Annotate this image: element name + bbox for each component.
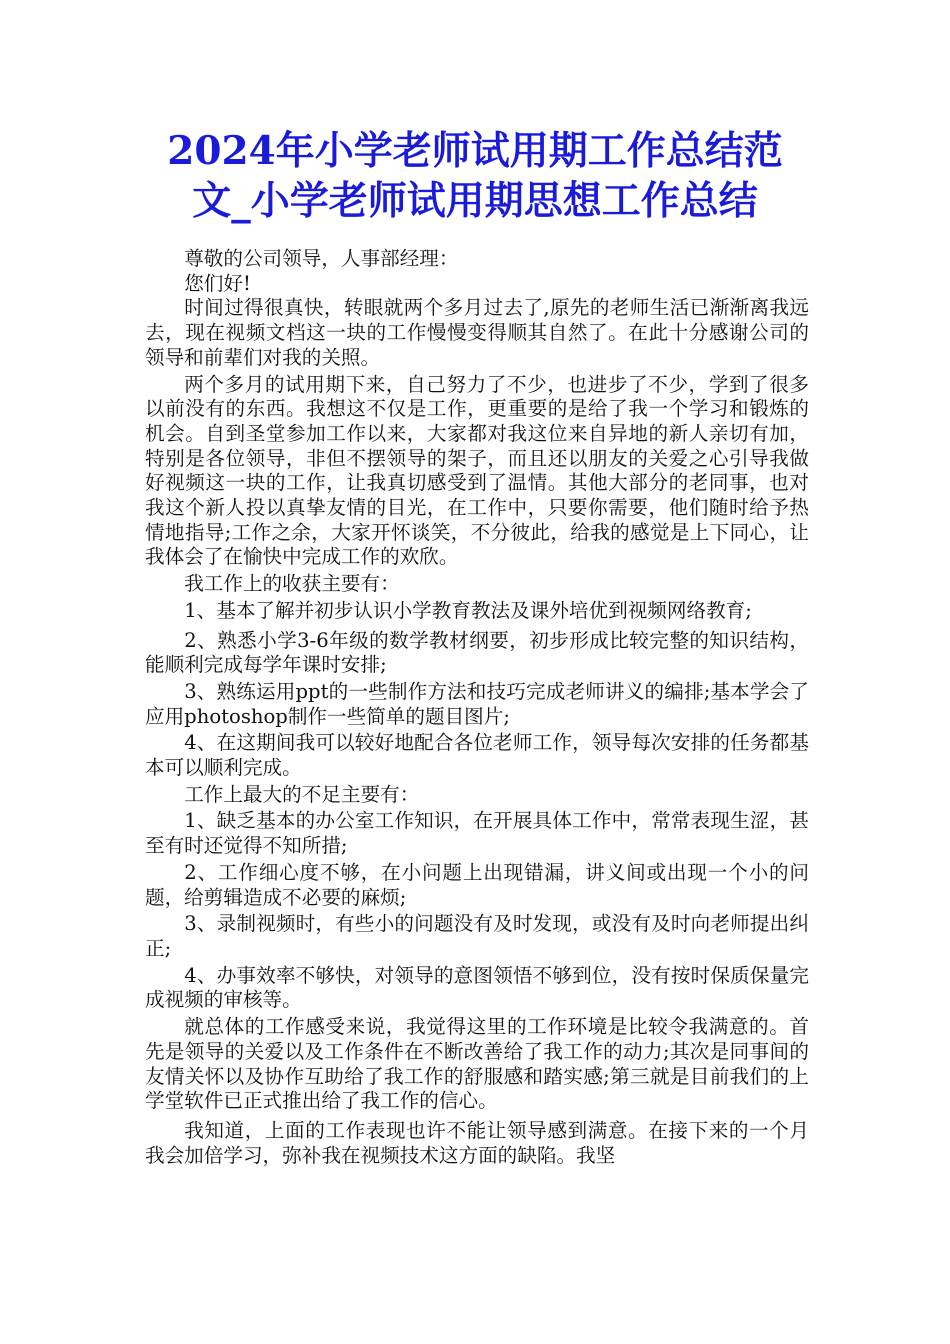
- list-item: 4、办事效率不够快，对领导的意图领悟不够到位，没有按时保质保量完成视频的审核等。: [145, 963, 809, 1012]
- paragraph: 时间过得很真快，转眼就两个多月过去了,原先的老师生活已渐渐离我远去，现在视频文档这一块的工作慢慢变得顺其自然了。在此十分感谢公司的领导和前辈们对我的关照。: [145, 296, 809, 369]
- paragraph-salutation: 尊敬的公司领导，人事部经理：: [184, 247, 459, 270]
- paragraph-heading: 工作上最大的不足主要有：: [184, 782, 420, 806]
- list-item: 3、熟练运用ppt的一些制作方法和技巧完成老师讲义的编排;基本学会了应用photoshop制作一些简单的题目图片;: [145, 679, 809, 728]
- paragraph-heading: 我工作上的收获主要有：: [184, 572, 400, 596]
- list-item: 2、工作细心度不够，在小问题上出现错漏，讲义间或出现一个小的问题，给剪辑造成不必要的麻烦;: [145, 860, 809, 909]
- paragraph: 我知道，上面的工作表现也许不能让领导感到满意。在接下来的一个月我会加倍学习，弥补我在视频技术这方面的缺陷。我坚: [145, 1118, 809, 1167]
- list-item: 4、在这期间我可以较好地配合各位老师工作，领导每次安排的任务都基本可以顺利完成。: [145, 731, 809, 780]
- list-item: 1、缺乏基本的办公室工作知识，在开展具体工作中，常常表现生涩，甚至有时还觉得不知所措;: [145, 809, 809, 858]
- title-line-2: 文_小学老师试用期思想工作总结: [192, 178, 758, 224]
- document-body: [145, 247, 809, 1168]
- title-line-1: 2024年小学老师试用期工作总结范: [167, 128, 783, 174]
- paragraph: 两个多月的试用期下来，自己努力了不少，也进步了不少，学到了很多以前没有的东西。我想这不仅是工作，更重要的是给了我一个学习和锻炼的机会。自到圣堂参加工作以来，大家都对我这位来自异地的新人亲切有加，特别是各位领导，非但不摆领导的架子，而且还以朋友的关爱之心引导我做好视频这一块的工作，让我真切感受到了温情。其他大部分的老同事，也对我这个新人投以真挚友情的目光，在工作中，只要你需要，他们随时给予热情地指导;工作之余，大家开怀谈笑，不分彼此，给我的感觉是上下同心，让我体会了在愉快中完成工作的欢欣。: [145, 372, 809, 569]
- paragraph-greeting: 您们好!: [184, 271, 251, 295]
- paragraph: 就总体的工作感受来说，我觉得这里的工作环境是比较令我满意的。首先是领导的关爱以及工作条件在不断改善给了我工作的动力;其次是同事间的友情关怀以及协作互助给了我工作的舒服感和踏实感;第三就是目前我们的上学堂软件已正式推出给了我工作的信心。: [145, 1015, 809, 1113]
- document-title: [100, 126, 850, 226]
- list-item: 1、基本了解并初步认识小学教育教法及课外培优到视频网络教育;: [184, 598, 752, 622]
- list-item: 3、录制视频时，有些小的问题没有及时发现，或没有及时向老师提出纠正;: [145, 912, 809, 960]
- list-item: 2、熟悉小学3-6年级的数学教材纲要，初步形成比较完整的知识结构，能顺利完成每学年课时安排;: [145, 628, 809, 677]
